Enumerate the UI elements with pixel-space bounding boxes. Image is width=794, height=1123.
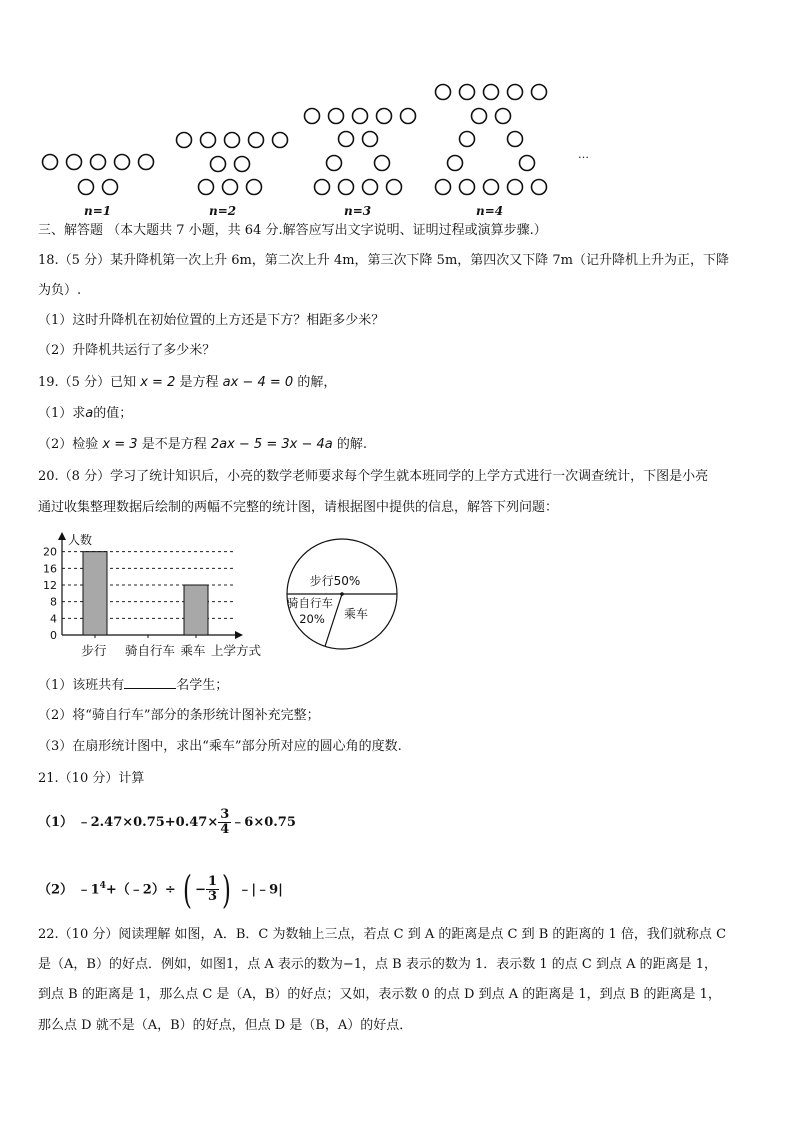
left-paren: ( [183,867,193,912]
y-tick-label: 16 [43,562,57,576]
bar-1 [83,552,107,635]
q18-part2: （2）升降机共运行了多少米？ [38,343,216,358]
q19-stem: 19.（5 分）已知 x = 2 是方程 ax − 4 = 0 的解， [38,375,337,390]
pie-center [340,592,344,596]
math-ax-minus-4: ax − 4 = 0 [222,375,294,390]
bar-3 [184,585,208,635]
pie-label-walk: 步行50% [309,574,361,588]
pie-label-bike: 骑自行车 [287,596,333,610]
pie-label-bus: 乘车 [343,607,369,621]
x-category-label: 骑自行车 [124,643,176,658]
section-3-heading: 三、解答题 （本大题共 7 小题，共 64 分.解答应写出文字说明、证明过程或演算步骤.） [38,223,547,238]
pie-label-bike-pct: 20% [299,612,325,626]
q19-part2: （2）检验 x = 3 是不是方程 2ax − 5 = 3x − 4a 的解. [38,437,367,452]
x-category-label: 步行 [81,643,107,658]
fraction-3-4: $\frac{3}{4}$ [220,807,230,837]
pattern-n1 [43,155,154,195]
pattern-n3 [305,109,416,195]
pattern-n2 [177,133,288,195]
q20-stem-line1: 20.（8 分）学习了统计知识后，小亮的数学老师要求每个学生就本班同学的上学方式进行一次调查统计，下图是小亮 [38,469,709,484]
y-tick-label: 0 [50,629,57,642]
pattern-ellipsis: … [578,148,589,161]
answer-blank[interactable] [124,676,176,689]
y-tick-label: 8 [50,595,57,609]
y-axis-arrow [58,532,66,540]
q20-part3: （3）在扇形统计图中，求出“乘车”部分所对应的圆心角的度数. [38,739,402,754]
pattern-n4 [436,85,547,195]
q18-stem-line1: 18.（5 分）某升降机第一次上升 6m，第二次上升 4m，第三次下降 5m，第四次又下降 7m（记升降机上升为正，下降 [38,253,730,268]
q20-stem-line2: 通过收集整理数据后绘制的两幅不完整的统计图，请根据图中提供的信息，解答下列问题： [38,500,559,515]
q20-part2: （2）将“骑自行车”部分的条形统计图补充完整； [38,708,320,723]
q21-stem: 21.（10 分）计算 [38,771,145,786]
y-tick-label: 4 [50,612,57,626]
q22-line1: 22.（10 分）阅读理解 如图，A．B．C 为数轴上三点，若点 C 到 A 的距离是点 C 到 B 的距离的 1 倍，我们就称点 C [38,927,727,942]
circle-pattern-figure [0,75,794,225]
y-tick-label: 20 [43,545,57,559]
right-paren: ) [222,867,231,912]
fraction-1-3: $\frac{1}{3}$ [208,874,218,905]
label-n3: n=3 [344,204,372,218]
q22-line2: 是（A，B）的好点．例如，如图1，点 A 表示的数为−1，点 B 表示的数为 1．表示数 1 的点 C 到点 A 的距离是 1， [38,957,718,972]
q22-line4: 那么点 D 就不是（A，B）的好点，但点 D 是（B，A）的好点． [38,1018,413,1033]
q18-stem-line2: 为负）. [38,283,82,298]
y-tick-label: 12 [43,579,57,592]
pie-chart [282,536,406,656]
q21-part1: （1） ﹣2.47×0.75+0.47× $\frac{3}{4}$ ﹣6×0.75 [38,807,296,837]
x-category-label: 乘车 [180,643,206,658]
x-axis-arrow [235,631,243,639]
label-n4: n=4 [476,204,504,218]
q19-part1: （1）求a的值； [38,406,133,421]
x-axis-title: 上学方式 [210,643,262,658]
q22-line3: 到点 B 的距离是 1，那么点 C 是（A，B）的好点；又如，表示数 0 的点 D 到点 A 的距离是 1，到点 B 的距离是 1， [38,987,721,1002]
label-n2: n=2 [209,204,237,218]
y-axis-title: 人数 [68,533,93,547]
math-x-eq-2: x = 2 [140,375,176,390]
q21-part2: （2） $﹣1^4+(﹣2)\div$ ( − $\frac{1}{3}$ ) ﹣|﹣9| [38,867,283,912]
q18-part1: （1）这时升降机在初始位置的上方还是下方？相距多少米？ [38,313,385,328]
q20-part1: （1）该班共有 名学生； [38,678,229,693]
bar-chart [30,530,280,664]
label-n1: n=1 [84,204,112,218]
